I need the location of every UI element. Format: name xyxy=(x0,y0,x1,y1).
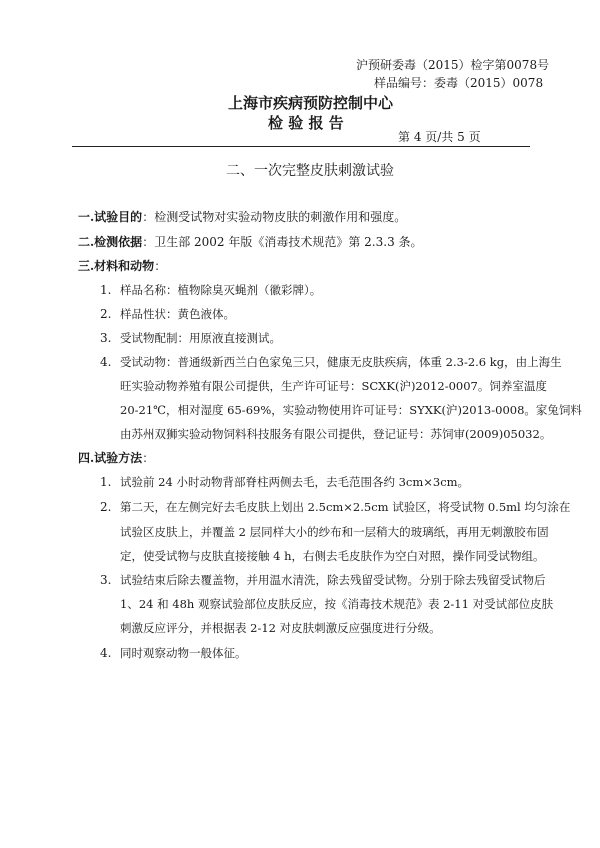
methods-item-2-line-1: 第二天，在左侧完好去毛皮肤上划出 2.5cm×2.5cm 试验区，将受试物 0.5ml 均匀涂在 xyxy=(120,500,571,514)
document-title: 检 验 报 告 xyxy=(268,114,344,132)
materials-item-4-line-1: 受试动物：普通级新西兰白色家兔三只，健康无皮肤疾病，体重 2.3-2.6 kg，由上海生 xyxy=(120,355,562,369)
methods-item-1-line-1: 试验前 24 小时动物背部脊柱两侧去毛，去毛范围各约 3cm×3cm。 xyxy=(120,475,470,489)
methods-item-1-number: 1. xyxy=(100,475,112,489)
basis-label: 二.检测依据 xyxy=(78,235,143,249)
materials-item-3-number: 3. xyxy=(100,331,112,345)
materials-item-4-line-4: 由苏州双狮实验动物饲料科技服务有限公司提供，登记证号：苏饲审(2009)05032。 xyxy=(120,427,552,441)
basis-paragraph xyxy=(78,235,423,249)
methods-heading xyxy=(78,451,154,465)
materials-label: 三.材料和动物 xyxy=(78,259,155,273)
header-rule xyxy=(72,146,530,147)
purpose-paragraph xyxy=(78,210,406,224)
methods-item-3-line-2: 1、24 和 48h 观察试验部位皮肤反应，按《消毒技术规范》表 2-11 对受试部位皮肤 xyxy=(120,597,554,611)
methods-item-3-line-1: 试验结束后除去覆盖物，并用温水清洗，除去残留受试物。分别于除去残留受试物后 xyxy=(120,573,546,587)
methods-item-3-number: 3. xyxy=(100,573,112,587)
organization-name: 上海市疾病预防控制中心 xyxy=(228,94,394,112)
materials-colon: ： xyxy=(154,259,167,273)
methods-label: 四.试验方法 xyxy=(78,451,143,465)
methods-item-2-number: 2. xyxy=(100,500,112,514)
materials-item-2-number: 2. xyxy=(100,307,112,321)
methods-item-4-line-1: 同时观察动物一般体征。 xyxy=(120,646,247,660)
materials-item-1-line-1: 样品名称：植物除臭灭蝇剂（徽彩牌）。 xyxy=(120,283,322,297)
methods-colon: ： xyxy=(142,451,155,465)
purpose-label: 一.试验目的 xyxy=(78,210,143,224)
materials-heading xyxy=(78,259,166,273)
report-number: 沪预研委毒（2015）检字第0078号 xyxy=(356,58,550,72)
materials-item-1-number: 1. xyxy=(100,283,112,297)
methods-item-2-line-3: 定，使受试物与皮肤直接接触 4 h，右侧去毛皮肤作为空白对照，操作同受试物组。 xyxy=(120,549,545,563)
materials-item-3-line-1: 受试物配制：用原液直接测试。 xyxy=(120,331,281,345)
basis-text: ：卫生部 2002 年版《消毒技术规范》第 2.3.3 条。 xyxy=(142,235,423,249)
page-indicator: 第 4 页/共 5 页 xyxy=(398,130,481,144)
methods-item-3-line-3: 刺激反应评分，并根据表 2-12 对皮肤刺激反应强度进行分级。 xyxy=(120,621,441,635)
methods-item-2-line-2: 试验区皮肤上，并覆盖 2 层同样大小的纱布和一层稍大的玻璃纸，再用无刺激胶布固 xyxy=(120,525,549,539)
section-title: 二、一次完整皮肤刺激试验 xyxy=(226,163,394,179)
purpose-text: ：检测受试物对实验动物皮肤的刺激作用和强度。 xyxy=(142,210,407,224)
sample-number: 样品编号：委毒（2015）0078 xyxy=(374,76,544,90)
methods-item-4-number: 4. xyxy=(100,646,112,660)
materials-item-2-line-1: 样品性状：黄色液体。 xyxy=(120,307,235,321)
materials-item-4-number: 4. xyxy=(100,355,112,369)
materials-item-4-line-2: 旺实验动物养殖有限公司提供，生产许可证号：SCXK(沪)2012-0007。饲养室温度 xyxy=(120,379,547,393)
materials-item-4-line-3: 20-21℃，相对湿度 65-69%，实验动物使用许可证号：SYXK(沪)2013-0008。家兔饲料 xyxy=(120,403,582,417)
